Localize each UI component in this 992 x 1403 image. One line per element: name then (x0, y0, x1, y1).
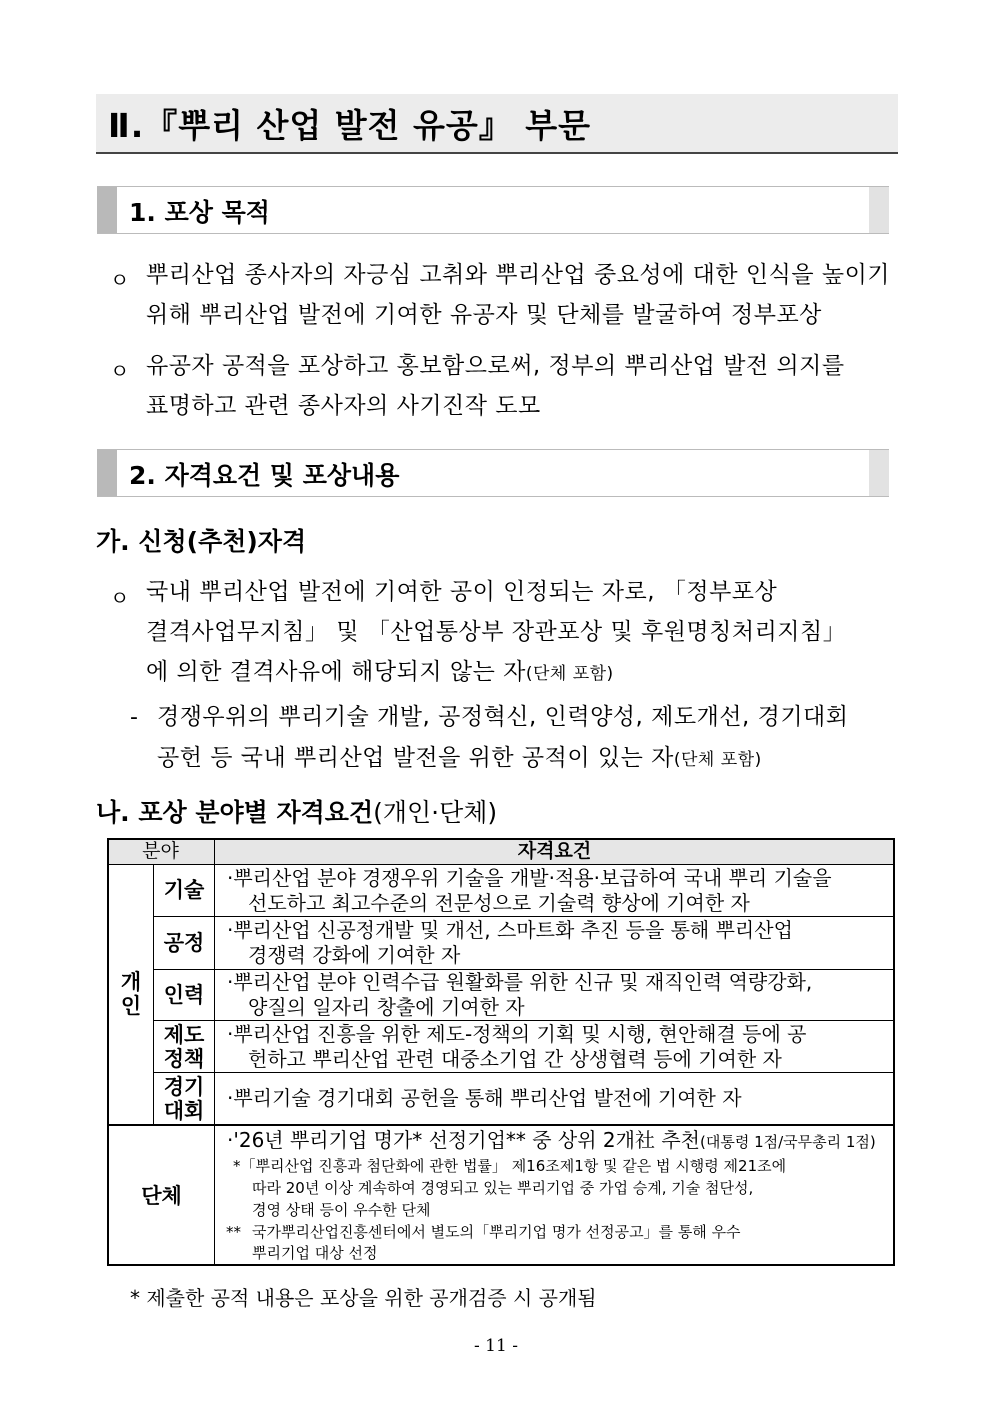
bullet-2: ㅇ (110, 359, 130, 383)
subsection-a-dash-group-note: (단체 포함) (673, 750, 762, 770)
chapter-title: Ⅱ.『뿌리 산업 발전 유공』 부문 (108, 106, 592, 145)
subsection-a-item-line-3 (146, 650, 614, 697)
row-policy-line-2: 헌하고 뿌리산업 관련 대중소기업 간 상생협력 등에 기여한 자 (248, 1047, 782, 1071)
table-row-divider-5 (107, 1124, 895, 1126)
section-1-item-1-line-1: 뿌리산업 종사자의 자긍심 고취와 뿌리산업 중요성에 대한 인식을 높이기 (146, 262, 891, 288)
individual-group-label: 개 인 (120, 970, 142, 1018)
subsection-b-title (96, 793, 497, 829)
row-group-main-text: ·'26년 뿌리기업 명가* 선정기업** 중 상위 2개社 추천 (227, 1128, 700, 1152)
row-label-workforce: 인력 (163, 983, 205, 1007)
table-header-field: 분야 (142, 840, 179, 862)
section-2-left-bar (97, 450, 117, 496)
subsection-a-title: 가. 신청(추천)자격 (96, 527, 307, 556)
row-group-note-2-line-2: 뿌리기업 대상 선정 (252, 1244, 378, 1262)
section-1-header (97, 186, 889, 234)
subsection-a-item-line-2: 결격사업무지침」 및 「산업통상부 장관포상 및 후원명칭처리지침」 (146, 619, 847, 645)
bullet-3: ㅇ (110, 586, 130, 610)
section-2-header (97, 449, 889, 497)
row-group-main-small: (대통령 1점/국무총리 1점) (699, 1133, 876, 1151)
table-row-divider-1 (153, 916, 895, 917)
row-group-note-2-line-1: 국가뿌리산업진흥센터에서 별도의「뿌리기업 명가 선정공고」를 통해 우수 (252, 1223, 741, 1241)
bullet-1: ㅇ (110, 268, 130, 292)
row-group-note-1-line-1: *「뿌리산업 진흥과 첨단화에 관한 법률」 제16조제1항 및 같은 법 시행령 제21조에 (233, 1157, 787, 1175)
disclosure-footnote: * 제출한 공적 내용은 포상을 위한 공개검증 시 공개됨 (130, 1286, 597, 1310)
table-row-divider-4 (153, 1072, 895, 1073)
table-col-divider (214, 838, 215, 1266)
section-1-item-2-line-1: 유공자 공적을 포상하고 홍보함으로써, 정부의 뿌리산업 발전 의지를 (146, 353, 845, 379)
chapter-title-box (96, 94, 898, 154)
page-number: - 11 - (474, 1336, 518, 1356)
row-process-line-1: ·뿌리산업 신공정개발 및 개선, 스마트화 추진 등을 통해 뿌리산업 (227, 918, 793, 942)
row-label-competition: 경기 대회 (163, 1075, 205, 1123)
row-workforce-line-1: ·뿌리산업 분야 인력수급 원활화를 위한 신규 및 재직인력 역량강화, (227, 970, 813, 994)
dash-mark: - (130, 705, 138, 730)
row-technology-line-2: 선도하고 최고수준의 전문성으로 기술력 향상에 기여한 자 (248, 891, 750, 915)
subsection-a-dash-line-2 (157, 736, 762, 783)
subsection-a-dash-line-2-text: 공헌 등 국내 뿌리산업 발전을 위한 공적이 있는 자 (157, 745, 674, 771)
table-row-divider-3 (153, 1020, 895, 1021)
table-header-divider (107, 864, 895, 865)
row-group-main (227, 1128, 876, 1155)
section-2-right-bar (869, 450, 889, 496)
qualification-table (107, 838, 895, 1266)
section-1-item-1-line-2: 위해 뿌리산업 발전에 기여한 유공자 및 단체를 발굴하여 정부포상 (146, 302, 822, 328)
row-group-note-1-line-3: 경영 상태 등이 우수한 단체 (252, 1201, 431, 1219)
row-group-note-1-line-2: 따라 20년 이상 계속하여 경영되고 있는 뿌리기업 중 가업 승계, 기술 첨단성, (252, 1179, 754, 1197)
subsection-a-item-line-1: 국내 뿌리산업 발전에 기여한 공이 인정되는 자로, 「정부포상 (146, 579, 778, 605)
row-workforce-line-2: 양질의 일자리 창출에 기여한 자 (248, 995, 525, 1019)
row-technology-line-1: ·뿌리산업 분야 경쟁우위 기술을 개발·적용·보급하여 국내 뿌리 기술을 (227, 866, 832, 890)
row-label-group: 단체 (141, 1184, 182, 1208)
row-label-policy: 제도 정책 (163, 1023, 205, 1071)
row-process-line-2: 경쟁력 강화에 기여한 자 (248, 943, 461, 967)
section-1-item-2-line-2: 표명하고 관련 종사자의 사기진작 도모 (146, 393, 541, 419)
section-2-title: 2. 자격요건 및 포상내용 (129, 461, 400, 490)
subsection-a-dash-line-1: 경쟁우위의 뿌리기술 개발, 공정혁신, 인력양성, 제도개선, 경기대회 (157, 704, 849, 730)
subsection-b-title-plain: (개인·단체) (373, 798, 498, 827)
table-border-bottom (107, 1264, 895, 1266)
row-group-note-2-mark: ** (226, 1223, 241, 1241)
row-label-process: 공정 (163, 931, 205, 955)
section-1-title: 1. 포상 목적 (129, 198, 270, 227)
subsection-a-item-line-3-text: 에 의한 결격사유에 해당되지 않는 자 (146, 659, 526, 685)
table-border-right (893, 838, 895, 1266)
row-label-technology: 기술 (163, 878, 205, 902)
table-header-requirement: 자격요건 (517, 840, 592, 862)
section-1-left-bar (97, 187, 117, 233)
row-policy-line-1: ·뿌리산업 진흥을 위한 제도-정책의 기획 및 시행, 현안해결 등에 공 (227, 1022, 807, 1046)
row-competition-line-1: ·뿌리기술 경기대회 공헌을 통해 뿌리산업 발전에 기여한 자 (227, 1086, 742, 1110)
subsection-a-item-group-note: (단체 포함) (525, 664, 614, 684)
subsection-b-title-bold: 나. 포상 분야별 자격요건 (96, 798, 374, 827)
section-1-right-bar (869, 187, 889, 233)
